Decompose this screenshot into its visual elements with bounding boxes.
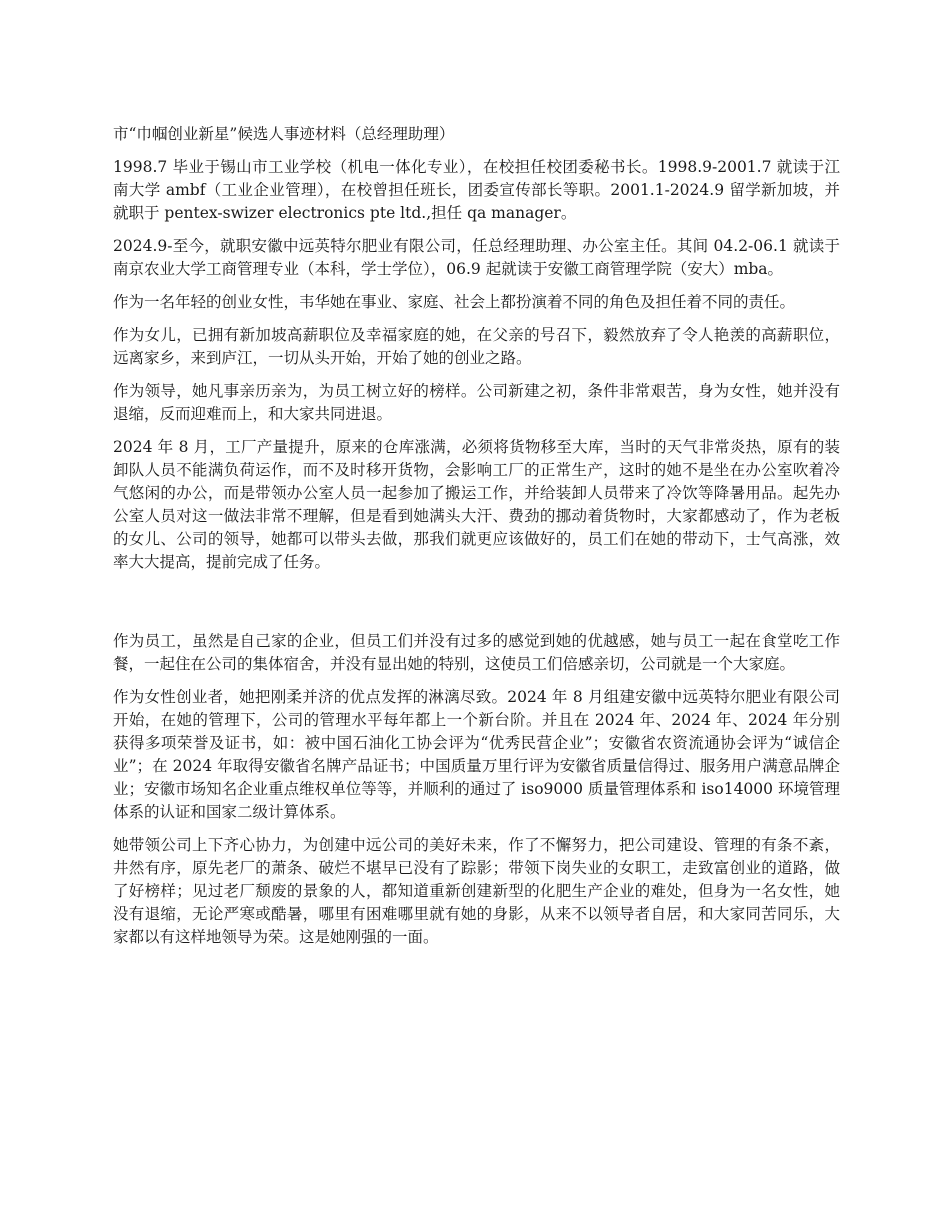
- paragraph-as-daughter: 作为女儿，已拥有新加坡高薪职位及幸福家庭的她，在父亲的号召下，毅然放弃了令人艳羡的高薪职位，远离家乡，来到庐江，一切从头开始，开始了她的创业之路。: [113, 326, 840, 367]
- paragraph-as-leader: 作为领导，她凡事亲历亲为，为员工树立好的榜样。公司新建之初，条件非常艰苦，身为女性，她并没有退缩，反而迎难而上，和大家共同进退。: [113, 382, 840, 423]
- paragraph-education: 1998.7 毕业于锡山市工业学校（机电一体化专业），在校担任校团委秘书长。1998.9-2001.7 就读于江南大学 ambf（工业企业管理），在校曾担任班长，团委宣传部长等职。2001.1-2024.9 留学新加坡，并就职于 pentex-swizer electronics pte ltd.,担任 qa manager。: [113, 158, 840, 222]
- paragraph-intro: 作为一名年轻的创业女性，韦华她在事业、家庭、社会上都扮演着不同的角色及担任着不同的责任。: [113, 293, 796, 311]
- section-gap: [113, 584, 840, 630]
- paragraph-employment: 2024.9-至今，就职安徽中远英特尔肥业有限公司，任总经理助理、办公室主任。其间 04.2-06.1 就读于南京农业大学工商管理专业（本科，学士学位），06.9 起就读于安徽工商管理学院（安大）mba。: [113, 237, 840, 278]
- paragraph-leadership: 她带领公司上下齐心协力，为创建中远公司的美好未来，作了不懈努力，把公司建设、管理的有条不紊，井然有序，原先老厂的萧条、破烂不堪早已没有了踪影；带领下岗失业的女职工，走致富创业的道路，做了好榜样；见过老厂颓废的景象的人，都知道重新创建新型的化肥生产企业的难处，但身为一名女性，她没有退缩，无论严寒或酷暑，哪里有困难哪里就有她的身影，从来不以领导者自居，和大家同苦同乐，大家都以有这样地领导为荣。这是她刚强的一面。: [113, 836, 840, 946]
- paragraph-as-employee: 作为员工，虽然是自己家的企业，但员工们并没有过多的感觉到她的优越感，她与员工一起在食堂吃工作餐，一起住在公司的集体宿舍，并没有显出她的特别，这使员工们倍感亲切，公司就是一个大家庭。: [113, 632, 840, 673]
- document-page: [113, 123, 840, 959]
- paragraph-as-entrepreneur: 作为女性创业者，她把刚柔并济的优点发挥的淋漓尽致。2024 年 8 月组建安徽中远英特尔肥业有限公司开始，在她的管理下，公司的管理水平每年都上一个新台阶。并且在 2024 年、2024 年、2024 年分别获得多项荣誉及证书，如：被中国石油化工协会评为“优秀民营企业”；安徽省农资流通协会评为“诚信企业”；在 2024 年取得安徽省名牌产品证书；中国质量万里行评为安徽省质量信得过、服务用户满意品牌企业；安徽市场知名企业重点维权单位等等，并顺利的通过了 iso9000 质量管理体系和 iso14000 环境管理体系的认证和国家二级计算体系。: [113, 688, 840, 821]
- paragraph-warehouse-story: 2024 年 8 月，工厂产量提升，原来的仓库涨满，必须将货物移至大库，当时的天气非常炎热，原有的装卸队人员不能满负荷运作，而不及时移开货物，会影响工厂的正常生产，这时的她不是坐在办公室吹着冷气悠闲的办公，而是带领办公室人员一起参加了搬运工作，并给装卸人员带来了冷饮等降暑用品。起先办公室人员对这一做法非常不理解，但是看到她满头大汗、费劲的挪动着货物时，大家都感动了，作为老板的女儿、公司的领导，她都可以带头去做，那我们就更应该做好的，员工们在她的带动下，士气高涨，效率大大提高，提前完成了任务。: [113, 438, 840, 571]
- document-title: 市“巾帼创业新星”候选人事迹材料（总经理助理）: [113, 125, 455, 143]
